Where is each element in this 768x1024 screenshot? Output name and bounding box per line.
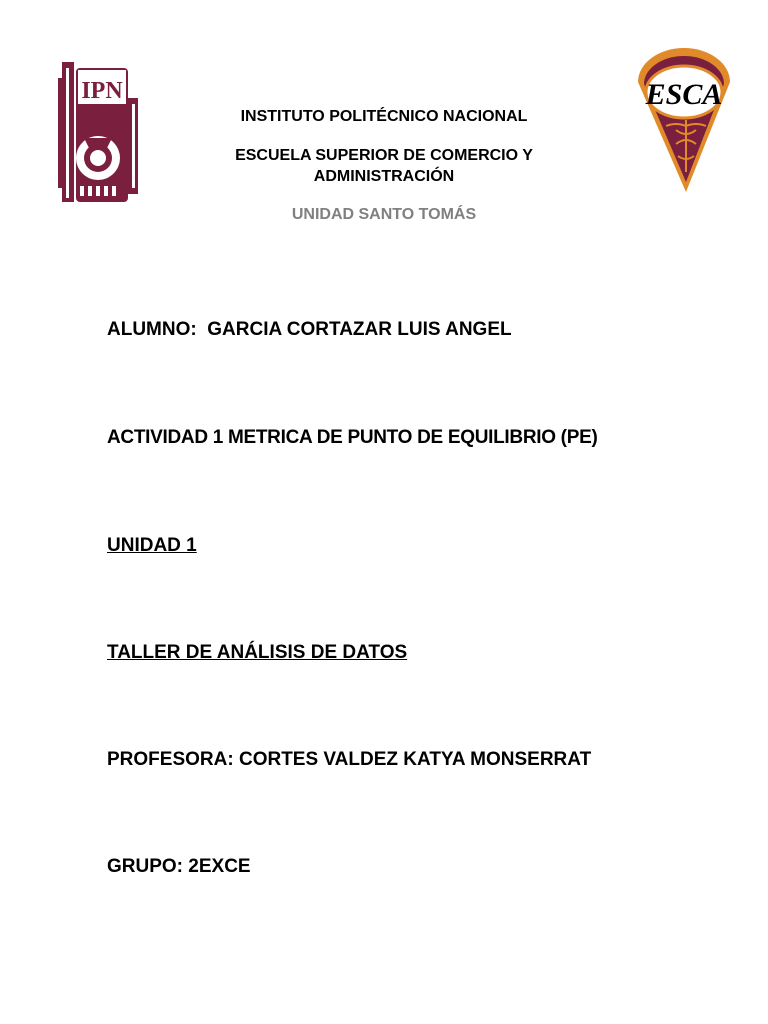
teacher-name: CORTES VALDEZ KATYA MONSERRAT [238, 749, 592, 770]
student-line [107, 318, 512, 342]
ipn-logo [54, 58, 142, 208]
teacher-label: PROFESORA: [107, 749, 234, 770]
school-name [180, 145, 588, 187]
course-title: TALLER DE ANÁLISIS DE DATOS [107, 642, 408, 663]
school-name-line2: ADMINISTRACIÓN [313, 168, 455, 185]
teacher-line [107, 748, 591, 772]
group-label: GRUPO: [107, 856, 183, 877]
ipn-logo-icon [54, 58, 142, 208]
unit-title: UNIDAD 1 [107, 535, 197, 556]
esca-logo-icon [630, 46, 738, 194]
group-value: 2EXCE [188, 856, 251, 877]
svg-text:IPN: IPN [81, 78, 123, 104]
activity-title: ACTIVIDAD 1 METRICA DE PUNTO DE EQUILIBRIO (PE) [107, 427, 598, 448]
campus-name: UNIDAD SANTO TOMÁS [291, 206, 477, 223]
student-label: ALUMNO: [107, 319, 197, 340]
svg-text:ESCA: ESCA [645, 78, 723, 111]
institute-name: INSTITUTO POLITÉCNICO NACIONAL [240, 108, 528, 125]
school-name-line1: ESCUELA SUPERIOR DE COMERCIO Y [235, 147, 533, 164]
student-name: GARCIA CORTAZAR LUIS ANGEL [207, 319, 512, 340]
esca-logo [630, 46, 738, 194]
group-line [107, 855, 251, 879]
